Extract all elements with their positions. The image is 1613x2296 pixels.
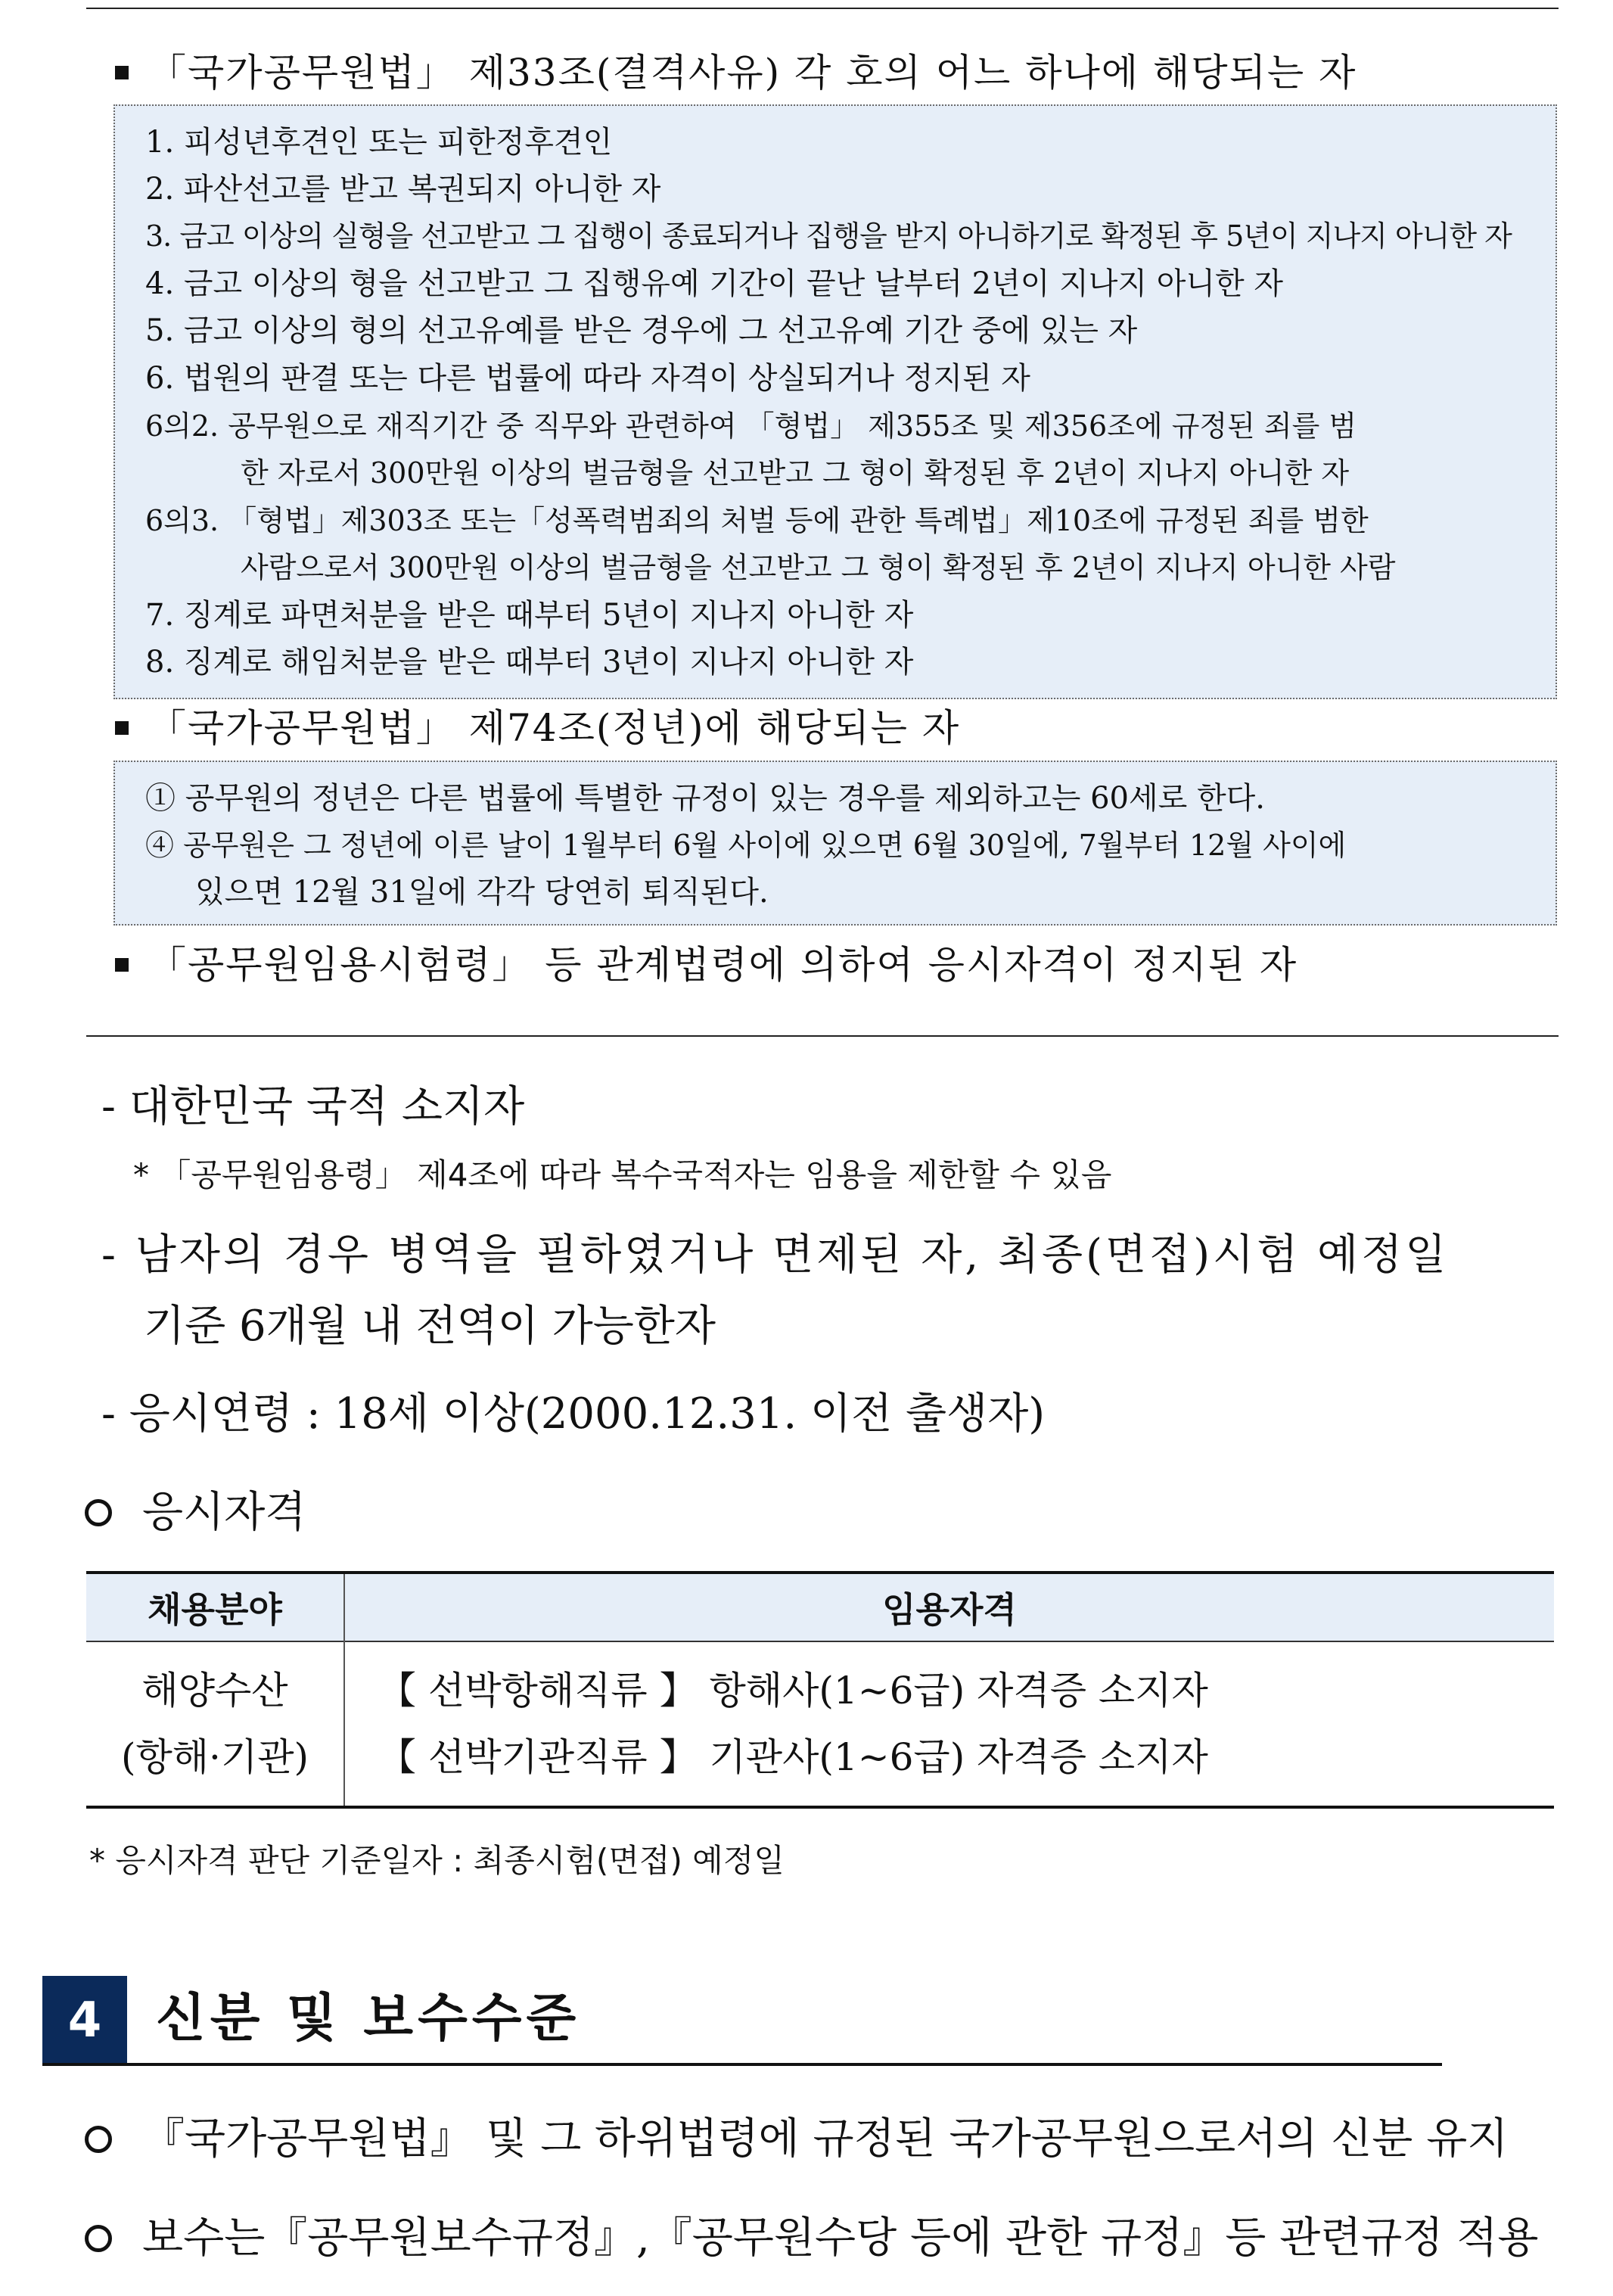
eligibility-heading-text: 응시자격 bbox=[142, 1488, 306, 1537]
circle-bullet-icon bbox=[85, 2126, 112, 2153]
law74-item: ④ 공무원은 그 정년에 이른 날이 1월부터 6월 사이에 있으면 6월 30일에, 7월부터 12월 사이에 bbox=[145, 829, 1347, 862]
table-header-row bbox=[86, 1573, 1554, 1641]
military-requirement-continued: 기준 6개월 내 전역이 가능한자 bbox=[144, 1302, 716, 1351]
law33-item-continued: 한 자로서 300만원 이상의 벌금형을 선고받고 그 형이 확정된 후 2년이 지나지 아니한 자 bbox=[241, 456, 1350, 490]
law74-item: ① 공무원의 정년은 다른 법률에 특별한 규정이 있는 경우를 제외하고는 60세로 한다. bbox=[145, 781, 1265, 816]
eligibility-table bbox=[86, 1571, 1554, 1809]
law33-item: 6의3. 「형법」제303조 또는「성폭력범죄의 처벌 등에 관한 특례법」제10조에 규정된 죄를 범한 bbox=[145, 504, 1369, 537]
law33-heading-text: 「국가공무원법」 제33조(결격사유) 각 호의 어느 하나에 해당되는 자 bbox=[148, 51, 1357, 95]
square-bullet-icon bbox=[115, 66, 129, 79]
column-header-qualification: 임용자격 bbox=[344, 1573, 1554, 1641]
law33-item: 2. 파산선고를 받고 복권되지 아니한 자 bbox=[145, 172, 661, 207]
eligibility-note: * 응시자격 판단 기준일자 : 최종시험(면접) 예정일 bbox=[89, 1842, 785, 1879]
law33-item: 7. 징계로 파면처분을 받은 때부터 5년이 지나지 아니한 자 bbox=[145, 598, 914, 633]
top-divider bbox=[86, 8, 1559, 9]
section-title: 신분 및 보수수준 bbox=[156, 1989, 581, 2049]
status-item-text: 『국가공무원법』 및 그 하위법령에 규정된 국가공무원으로서의 신분 유지 bbox=[142, 2114, 1509, 2164]
square-bullet-icon bbox=[115, 721, 129, 735]
law33-item: 5. 금고 이상의 형의 선고유예를 받은 경우에 그 선고유예 기간 중에 있는 자 bbox=[145, 313, 1138, 348]
qualification-engineering: 【 선박기관직류 】 기관사(1~6급) 자격증 소지자 bbox=[378, 1735, 1208, 1779]
square-bullet-icon bbox=[115, 958, 129, 972]
law33-heading bbox=[115, 50, 1357, 95]
qualification-cell bbox=[344, 1641, 1554, 1807]
law33-item: 4. 금고 이상의 형을 선고받고 그 집행유예 기간이 끝난 날부터 2년이 지나지 아니한 자 bbox=[145, 266, 1284, 301]
field-cell bbox=[86, 1641, 344, 1807]
nationality-note: * 「공무원임용령」 제4조에 따라 복수국적자는 임용을 제한할 수 있음 bbox=[133, 1156, 1112, 1193]
field-line-2: (항해·기관) bbox=[120, 1735, 309, 1779]
military-requirement: - 남자의 경우 병역을 필하였거나 면제된 자, 최종(면접)시험 예정일 bbox=[101, 1230, 1450, 1280]
law74-heading bbox=[115, 705, 960, 751]
status-item bbox=[85, 2113, 1508, 2166]
field-line-1: 해양수산 bbox=[141, 1669, 288, 1713]
qualification-navigation: 【 선박항해직류 】 항해사(1~6급) 자격증 소지자 bbox=[378, 1669, 1208, 1713]
law74-item-continued: 있으면 12월 31일에 각각 당연히 퇴직된다. bbox=[195, 875, 769, 910]
law33-item: 1. 피성년후견인 또는 피한정후견인 bbox=[145, 125, 613, 160]
law33-item: 6. 법원의 판결 또는 다른 법률에 따라 자격이 상실되거나 정지된 자 bbox=[145, 361, 1030, 396]
law33-item-continued: 사람으로서 300만원 이상의 벌금형을 선고받고 그 형이 확정된 후 2년이 지나지 아니한 사람 bbox=[241, 551, 1396, 584]
section-divider bbox=[86, 1035, 1559, 1037]
circle-bullet-icon bbox=[85, 1499, 112, 1526]
law33-item: 6의2. 공무원으로 재직기간 중 직무와 관련하여 「형법」 제355조 및 제356조에 규정된 죄를 범 bbox=[145, 409, 1357, 443]
salary-item-text: 보수는『공무원보수규정』,『공무원수당 등에 관한 규정』등 관련규정 적용 bbox=[142, 2214, 1539, 2263]
section-number-badge: 4 bbox=[42, 1976, 127, 2065]
law74-heading-text: 「국가공무원법」 제74조(정년)에 해당되는 자 bbox=[148, 706, 961, 750]
law33-item: 8. 징계로 해임처분을 받은 때부터 3년이 지나지 아니한 자 bbox=[145, 645, 914, 680]
exam-suspended-text: 「공무원임용시험령」 등 관계법령에 의하여 응시자격이 정지된 자 bbox=[148, 943, 1298, 987]
nationality-requirement: - 대한민국 국적 소지자 bbox=[101, 1082, 525, 1131]
table-row bbox=[86, 1641, 1554, 1807]
age-requirement: - 응시연령 : 18세 이상(2000.12.31. 이전 출생자) bbox=[101, 1389, 1046, 1439]
salary-item bbox=[85, 2212, 1539, 2265]
column-header-field: 채용분야 bbox=[86, 1573, 344, 1641]
law33-item: 3. 금고 이상의 실형을 선고받고 그 집행이 종료되거나 집행을 받지 아니하기로 확정된 후 5년이 지나지 아니한 자 bbox=[145, 219, 1512, 253]
eligibility-heading bbox=[85, 1486, 306, 1539]
section-title-underline bbox=[42, 2063, 1442, 2066]
exam-suspended-item bbox=[115, 942, 1298, 988]
circle-bullet-icon bbox=[85, 2225, 112, 2252]
